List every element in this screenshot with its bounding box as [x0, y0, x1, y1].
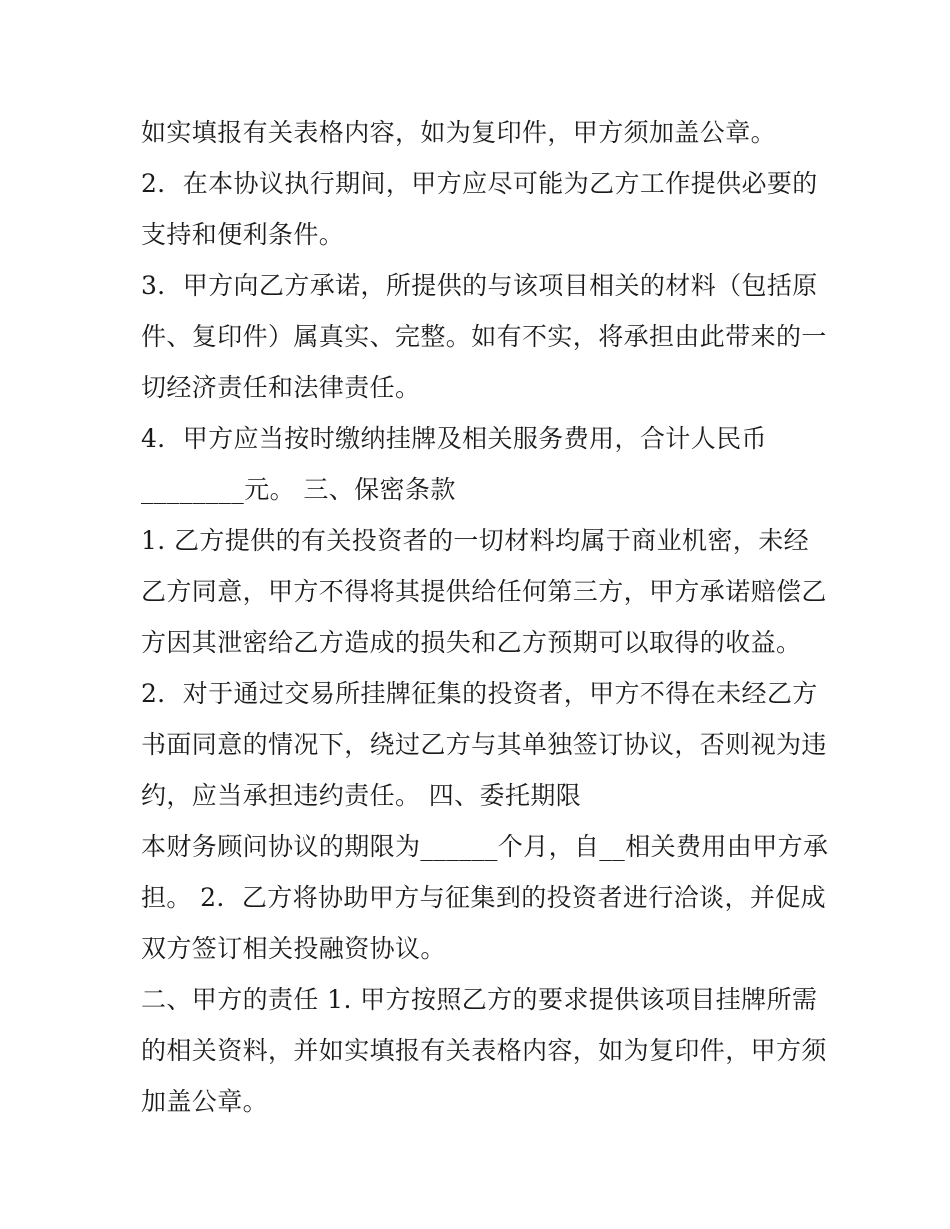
text-line: 件、复印件）属真实、完整。如有不实，将承担由此带来的一	[141, 322, 827, 351]
text-line: 4．甲方应当按时缴纳挂牌及相关服务费用，合计人民币	[141, 424, 767, 453]
text-line: 书面同意的情况下，绕过乙方与其单独签订协议，否则视为违	[141, 730, 827, 759]
text-line: ________元。 三、保密条款	[141, 475, 456, 504]
text-line: 的相关资料，并如实填报有关表格内容，如为复印件，甲方须	[141, 1036, 827, 1065]
text-line: 切经济责任和法律责任。	[141, 373, 421, 402]
text-line: 2．对于通过交易所挂牌征集的投资者，甲方不得在未经乙方	[141, 679, 818, 708]
text-line: 二、甲方的责任 1. 甲方按照乙方的要求提供该项目挂牌所需	[141, 985, 818, 1014]
text-line: 支持和便利条件。	[141, 220, 345, 249]
text-line: 本财务顾问协议的期限为______个月，自__相关费用由甲方承	[141, 832, 829, 861]
text-line: 乙方同意，甲方不得将其提供给任何第三方，甲方承诺赔偿乙	[141, 577, 827, 606]
text-line: 3．甲方向乙方承诺，所提供的与该项目相关的材料（包括原	[141, 271, 818, 300]
text-line: 方因其泄密给乙方造成的损失和乙方预期可以取得的收益。	[141, 628, 802, 657]
text-line: 2．在本协议执行期间，甲方应尽可能为乙方工作提供必要的	[141, 169, 818, 198]
text-line: 加盖公章。	[141, 1087, 269, 1116]
text-line: 双方签订相关投融资协议。	[141, 934, 446, 963]
text-line: 如实填报有关表格内容，如为复印件，甲方须加盖公章。	[141, 118, 777, 147]
document-body	[141, 107, 829, 1127]
text-line: 担。 2．乙方将协助甲方与征集到的投资者进行洽谈，并促成	[141, 883, 827, 912]
text-line: 约，应当承担违约责任。 四、委托期限	[141, 781, 582, 810]
text-line: 1. 乙方提供的有关投资者的一切材料均属于商业机密，未经	[141, 526, 810, 555]
